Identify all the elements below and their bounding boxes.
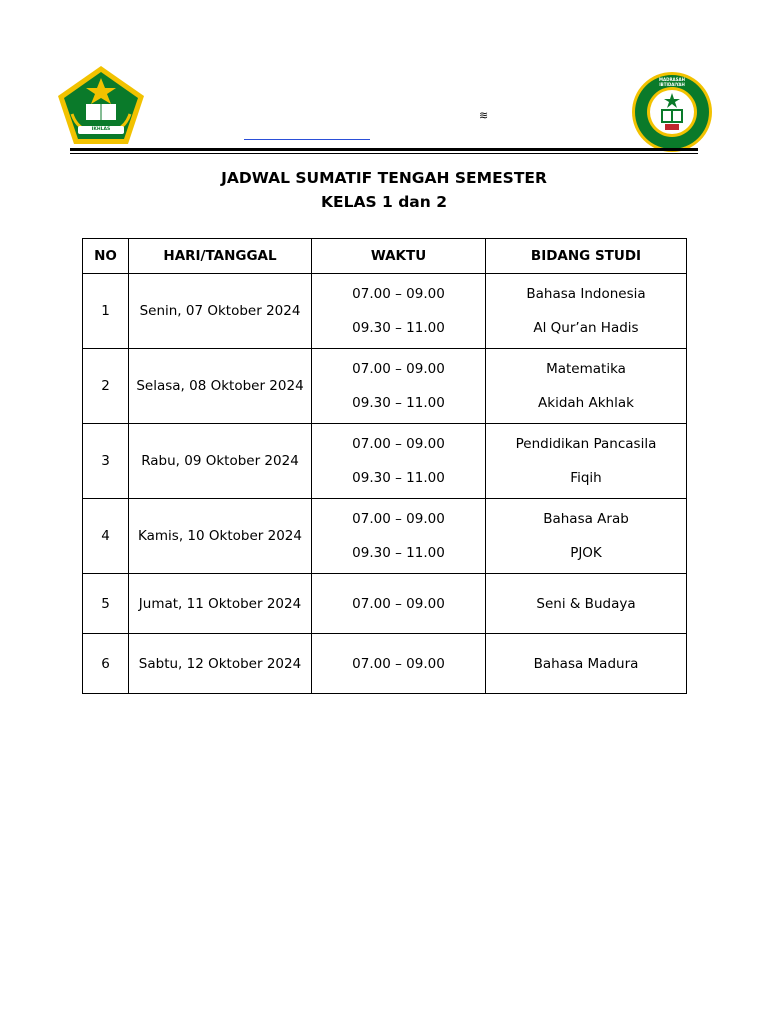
table-row [83, 499, 687, 574]
table-row [83, 424, 687, 499]
row-number: 4 [83, 499, 129, 574]
time-slot: 09.30 – 11.00 [352, 320, 445, 336]
header-divider-thin [70, 153, 698, 154]
header-divider-thick [70, 148, 698, 151]
row-times [312, 349, 486, 424]
time-slot: 09.30 – 11.00 [352, 470, 445, 486]
subject: Al Qur’an Hadis [533, 320, 639, 336]
table-row [83, 574, 687, 634]
subject: Bahasa Indonesia [526, 286, 646, 302]
subject: Bahasa Arab [543, 511, 629, 527]
madrasah-seal-logo [631, 71, 713, 153]
right-logo-text: MADRASAH IBTIDAIYAH [659, 77, 685, 87]
row-day: Rabu, 09 Oktober 2024 [129, 424, 312, 499]
schedule-table [82, 238, 687, 694]
time-slot: 07.00 – 09.00 [312, 574, 486, 634]
row-day: Senin, 07 Oktober 2024 [129, 274, 312, 349]
row-number: 2 [83, 349, 129, 424]
row-day: Selasa, 08 Oktober 2024 [129, 349, 312, 424]
row-number: 3 [83, 424, 129, 499]
subject: Fiqih [570, 470, 602, 486]
table-row [83, 274, 687, 349]
header-glyph: ≋ [479, 109, 489, 122]
time-slot: 07.00 – 09.00 [312, 634, 486, 694]
subject: Matematika [546, 361, 626, 377]
subject: PJOK [570, 545, 602, 561]
row-day: Sabtu, 12 Oktober 2024 [129, 634, 312, 694]
row-number: 1 [83, 274, 129, 349]
row-number: 5 [83, 574, 129, 634]
header-day-date: HARI/TANGGAL [129, 239, 312, 274]
time-slot: 07.00 – 09.00 [352, 511, 445, 527]
header-no: NO [83, 239, 129, 274]
row-times [312, 274, 486, 349]
header-subject: BIDANG STUDI [486, 239, 687, 274]
row-times [312, 424, 486, 499]
left-logo-motto: IKHLAS BERAMAL [88, 127, 114, 140]
row-day: Jumat, 11 Oktober 2024 [129, 574, 312, 634]
row-subjects [486, 499, 687, 574]
row-times [312, 499, 486, 574]
document-subtitle: KELAS 1 dan 2 [321, 193, 447, 211]
row-subjects [486, 274, 687, 349]
subject: Akidah Akhlak [538, 395, 634, 411]
time-slot: 07.00 – 09.00 [352, 286, 445, 302]
table-row [83, 634, 687, 694]
time-slot: 09.30 – 11.00 [352, 395, 445, 411]
time-slot: 07.00 – 09.00 [352, 436, 445, 452]
kemenag-logo [56, 64, 146, 146]
table-row [83, 349, 687, 424]
row-subjects [486, 349, 687, 424]
header-time: WAKTU [312, 239, 486, 274]
header-link-underline [244, 139, 370, 140]
row-day: Kamis, 10 Oktober 2024 [129, 499, 312, 574]
time-slot: 07.00 – 09.00 [352, 361, 445, 377]
document-title: JADWAL SUMATIF TENGAH SEMESTER [221, 169, 547, 187]
time-slot: 09.30 – 11.00 [352, 545, 445, 561]
subject: Seni & Budaya [486, 574, 687, 634]
subject: Pendidikan Pancasila [515, 436, 657, 452]
subject: Bahasa Madura [486, 634, 687, 694]
table-header-row [83, 239, 687, 274]
row-subjects [486, 424, 687, 499]
row-number: 6 [83, 634, 129, 694]
